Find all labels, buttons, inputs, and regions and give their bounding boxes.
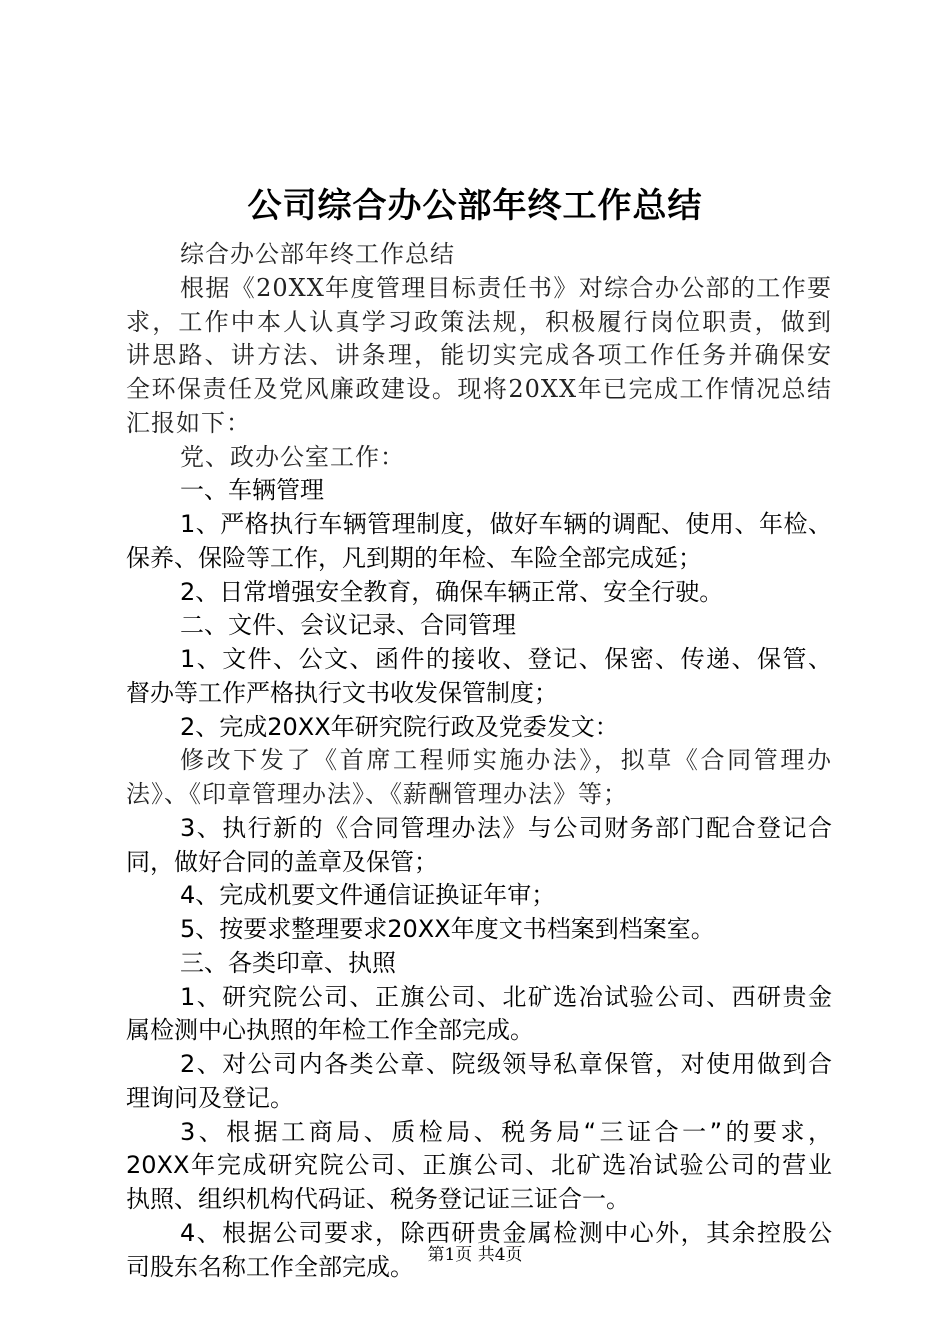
- text-line: 1、文件、公文、函件的接收、登记、保密、传递、保管、: [180, 645, 832, 673]
- text-line: 求，工作中本人认真学习政策法规，积极履行岗位职责，做到: [126, 307, 832, 336]
- text-line: 保养、保险等工作，凡到期的年检、车险全部完成延；: [126, 543, 702, 572]
- text-line: 20XX年完成研究院公司、正旗公司、北矿选冶试验公司的营业: [126, 1151, 832, 1180]
- text-line: 全环保责任及党风廉政建设。现将20XX年已完成工作情况总结: [126, 375, 832, 403]
- text-line: 党、政办公室工作：: [180, 442, 405, 471]
- text-line: 理询问及登记。: [126, 1083, 294, 1112]
- text-line: 法》、《印章管理办法》、《薪酬管理办法》等；: [126, 780, 628, 808]
- text-line: 3、根据工商局、质检局、税务局“三证合一”的要求，: [180, 1117, 832, 1146]
- text-line: 3、执行新的《合同管理办法》与公司财务部门配合登记合: [180, 813, 832, 842]
- text-line: 司股东名称工作全部完成。: [126, 1252, 414, 1281]
- text-line: 同，做好合同的盖章及保管；: [126, 847, 438, 876]
- text-line: 综合办公部年终工作总结: [180, 240, 455, 268]
- page-footer: 第1页 共4页: [427, 1245, 523, 1265]
- text-line: 2、对公司内各类公章、院级领导私章保管，对使用做到合: [180, 1050, 832, 1078]
- document-body: [126, 238, 832, 1284]
- text-line: 4、完成机要文件通信证换证年审；: [180, 881, 556, 910]
- text-line: 一、车辆管理: [180, 476, 324, 505]
- text-line: 三、各类印章、执照: [180, 948, 396, 977]
- text-line: 督办等工作严格执行文书收发保管制度；: [126, 678, 558, 707]
- text-line: 1、研究院公司、正旗公司、北矿选冶试验公司、西研贵金: [180, 982, 832, 1011]
- text-line: 4、根据公司要求，除西研贵金属检测中心外，其余控股公: [180, 1218, 832, 1247]
- text-line: 修改下发了《首席工程师实施办法》，拟草《合同管理办: [180, 746, 832, 775]
- text-line: 2、完成20XX年研究院行政及党委发文：: [180, 712, 619, 741]
- document-title: 公司综合办公部年终工作总结: [247, 186, 703, 226]
- text-line: 讲思路、讲方法、讲条理，能切实完成各项工作任务并确保安: [126, 341, 832, 370]
- text-line: 5、按要求整理要求20XX年度文书档案到档案室。: [180, 915, 715, 943]
- text-line: 属检测中心执照的年检工作全部完成。: [126, 1016, 534, 1045]
- text-line: 1、严格执行车辆管理制度，做好车辆的调配、使用、年检、: [180, 510, 832, 538]
- text-line: 二、文件、会议记录、合同管理: [180, 611, 516, 640]
- text-line: 2、日常增强安全教育，确保车辆正常、安全行驶。: [180, 577, 724, 606]
- text-line: 执照、组织机构代码证、税务登记证三证合一。: [126, 1185, 630, 1213]
- text-line: 根据《20XX年度管理目标责任书》对综合办公部的工作要: [180, 273, 832, 302]
- text-line: 汇报如下：: [126, 408, 251, 437]
